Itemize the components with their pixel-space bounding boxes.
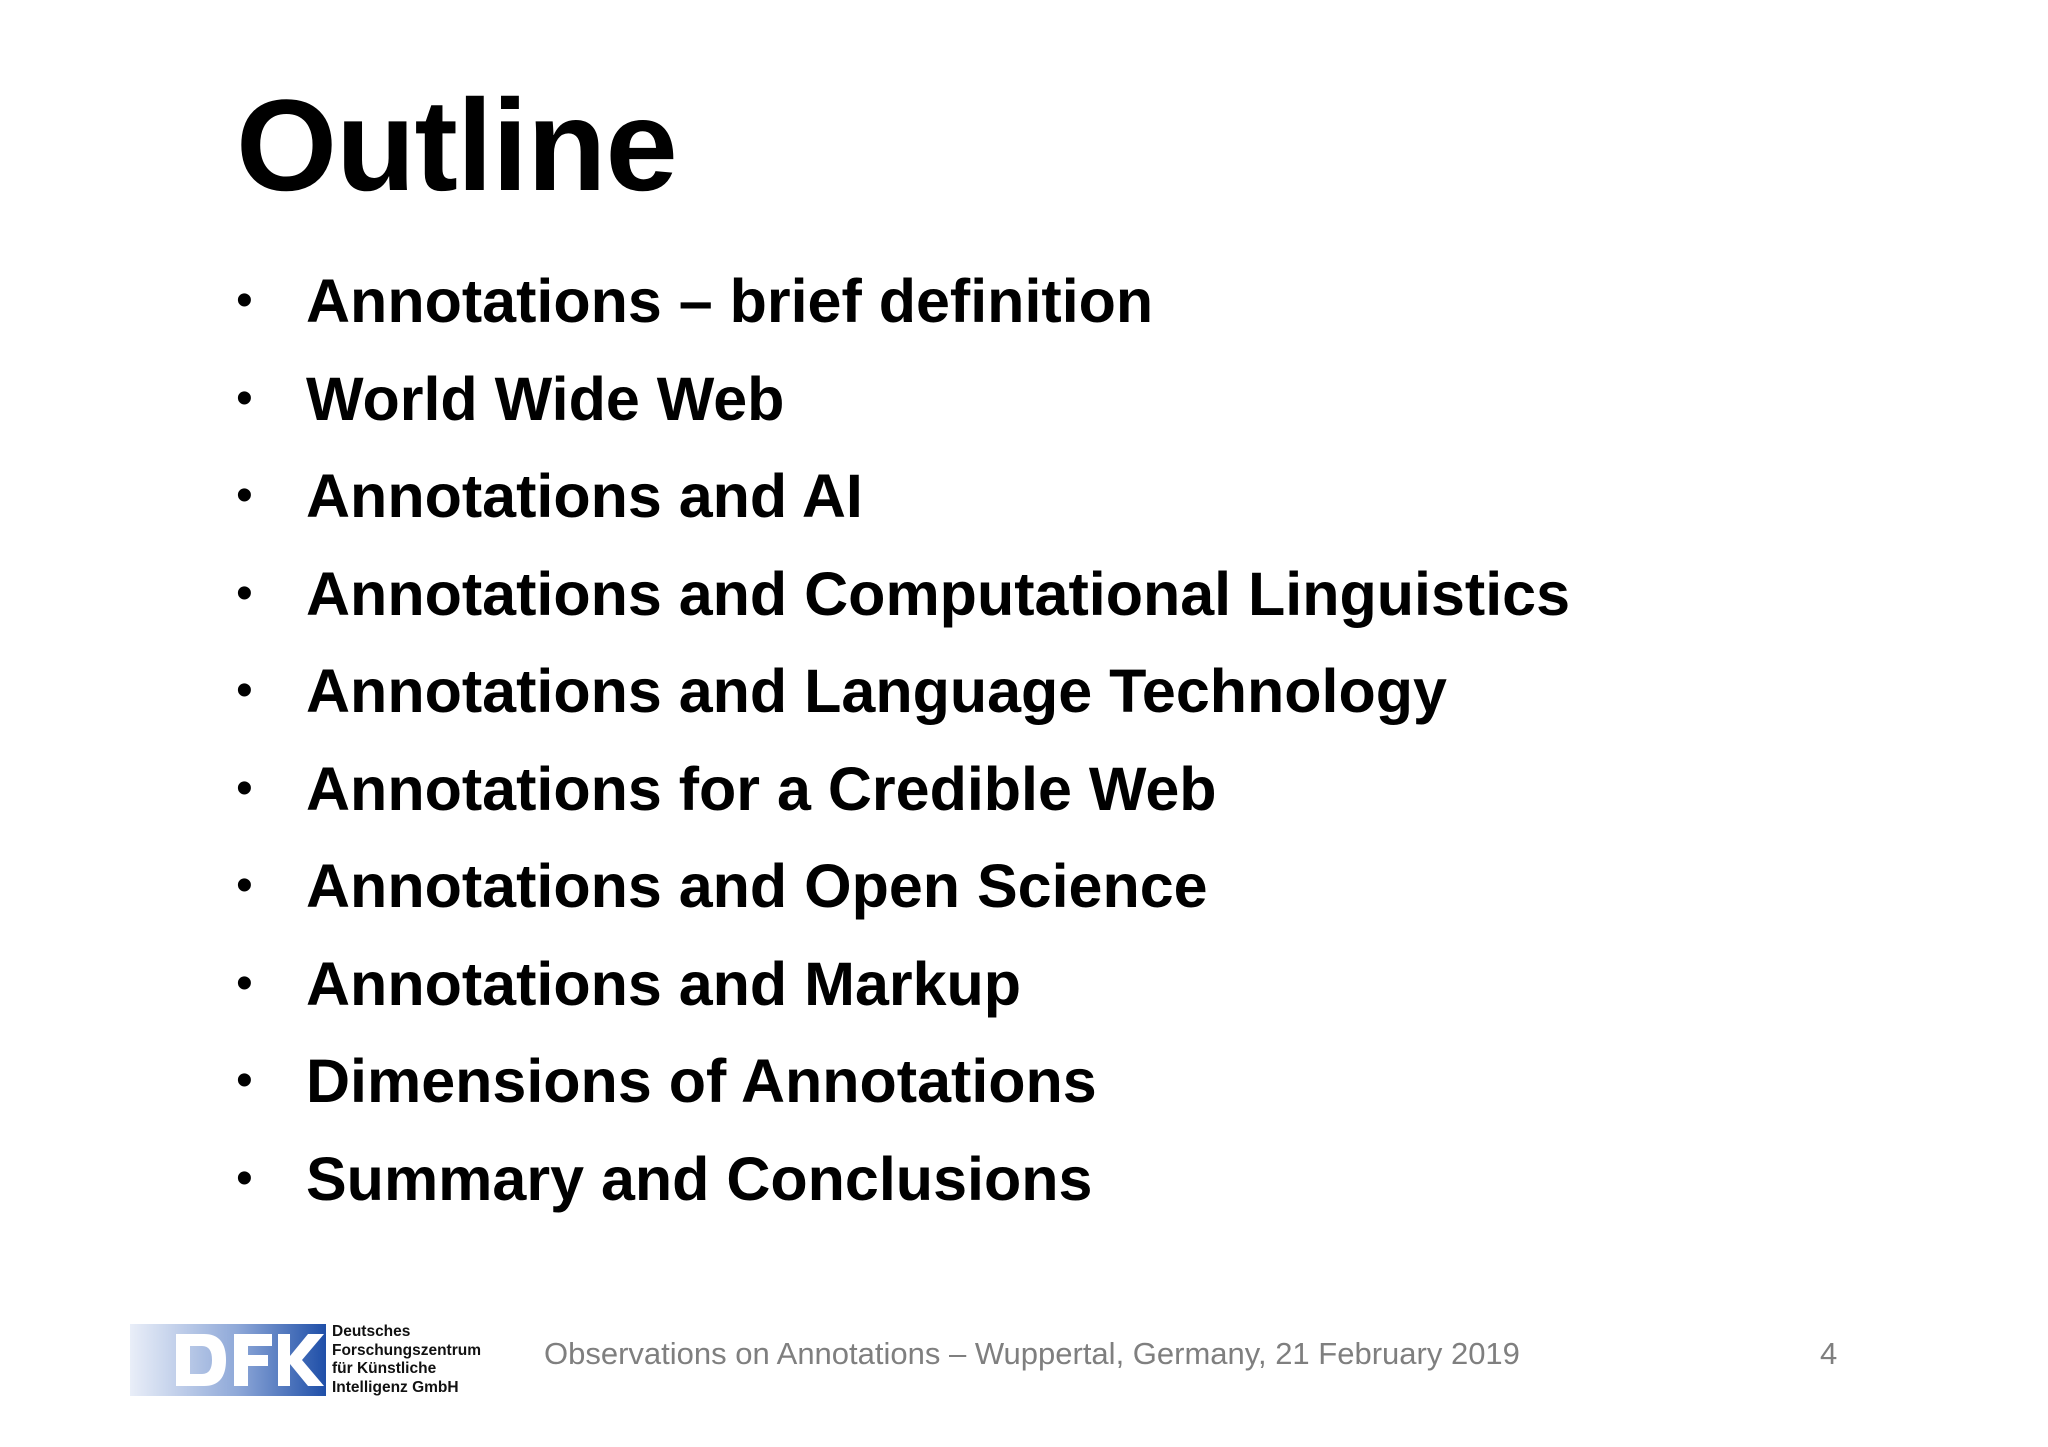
outline-item-label: Dimensions of Annotations [306, 1047, 1097, 1115]
outline-item-label: Annotations and AI [306, 462, 863, 530]
outline-item-label: Annotations for a Credible Web [306, 754, 1217, 823]
logo-text-line: Forschungszentrum [332, 1341, 481, 1359]
outline-item-label: Annotations and Computational Linguistics [306, 559, 1571, 628]
bullet-icon: • [236, 1054, 253, 1107]
bullet-icon: • [236, 371, 253, 425]
bullet-icon: • [236, 1151, 253, 1205]
outline-item-label: World Wide Web [306, 364, 785, 433]
outline-item-label: Annotations and Markup [306, 949, 1022, 1018]
slide-title: Outline [236, 72, 677, 218]
footer-caption: Observations on Annotations – Wuppertal, Germany, 21 February 2019 [544, 1336, 1520, 1371]
outline-item-label: Annotations and Open Science [306, 852, 1208, 920]
bullet-icon: • [236, 664, 253, 717]
page-number: 4 [1820, 1336, 1838, 1371]
bullet-icon: • [236, 469, 253, 522]
dfki-logo-icon [130, 1322, 330, 1398]
dfki-logo [130, 1322, 510, 1402]
outline-item-label: Annotations and Language Technology [306, 657, 1447, 725]
outline-item-label: Annotations – brief definition [306, 267, 1154, 335]
outline-item-label: Summary and Conclusions [306, 1144, 1093, 1213]
bullet-icon: • [236, 761, 253, 815]
logo-text-line: Intelligenz GmbH [332, 1378, 459, 1396]
bullet-icon: • [236, 274, 253, 327]
logo-text-line: für Künstliche [332, 1360, 437, 1377]
logo-text-line: Deutsches [332, 1323, 411, 1340]
dfki-logo-text [332, 1323, 481, 1397]
bullet-icon: • [236, 566, 253, 620]
bullet-icon: • [236, 956, 253, 1010]
bullet-icon: • [236, 859, 253, 912]
